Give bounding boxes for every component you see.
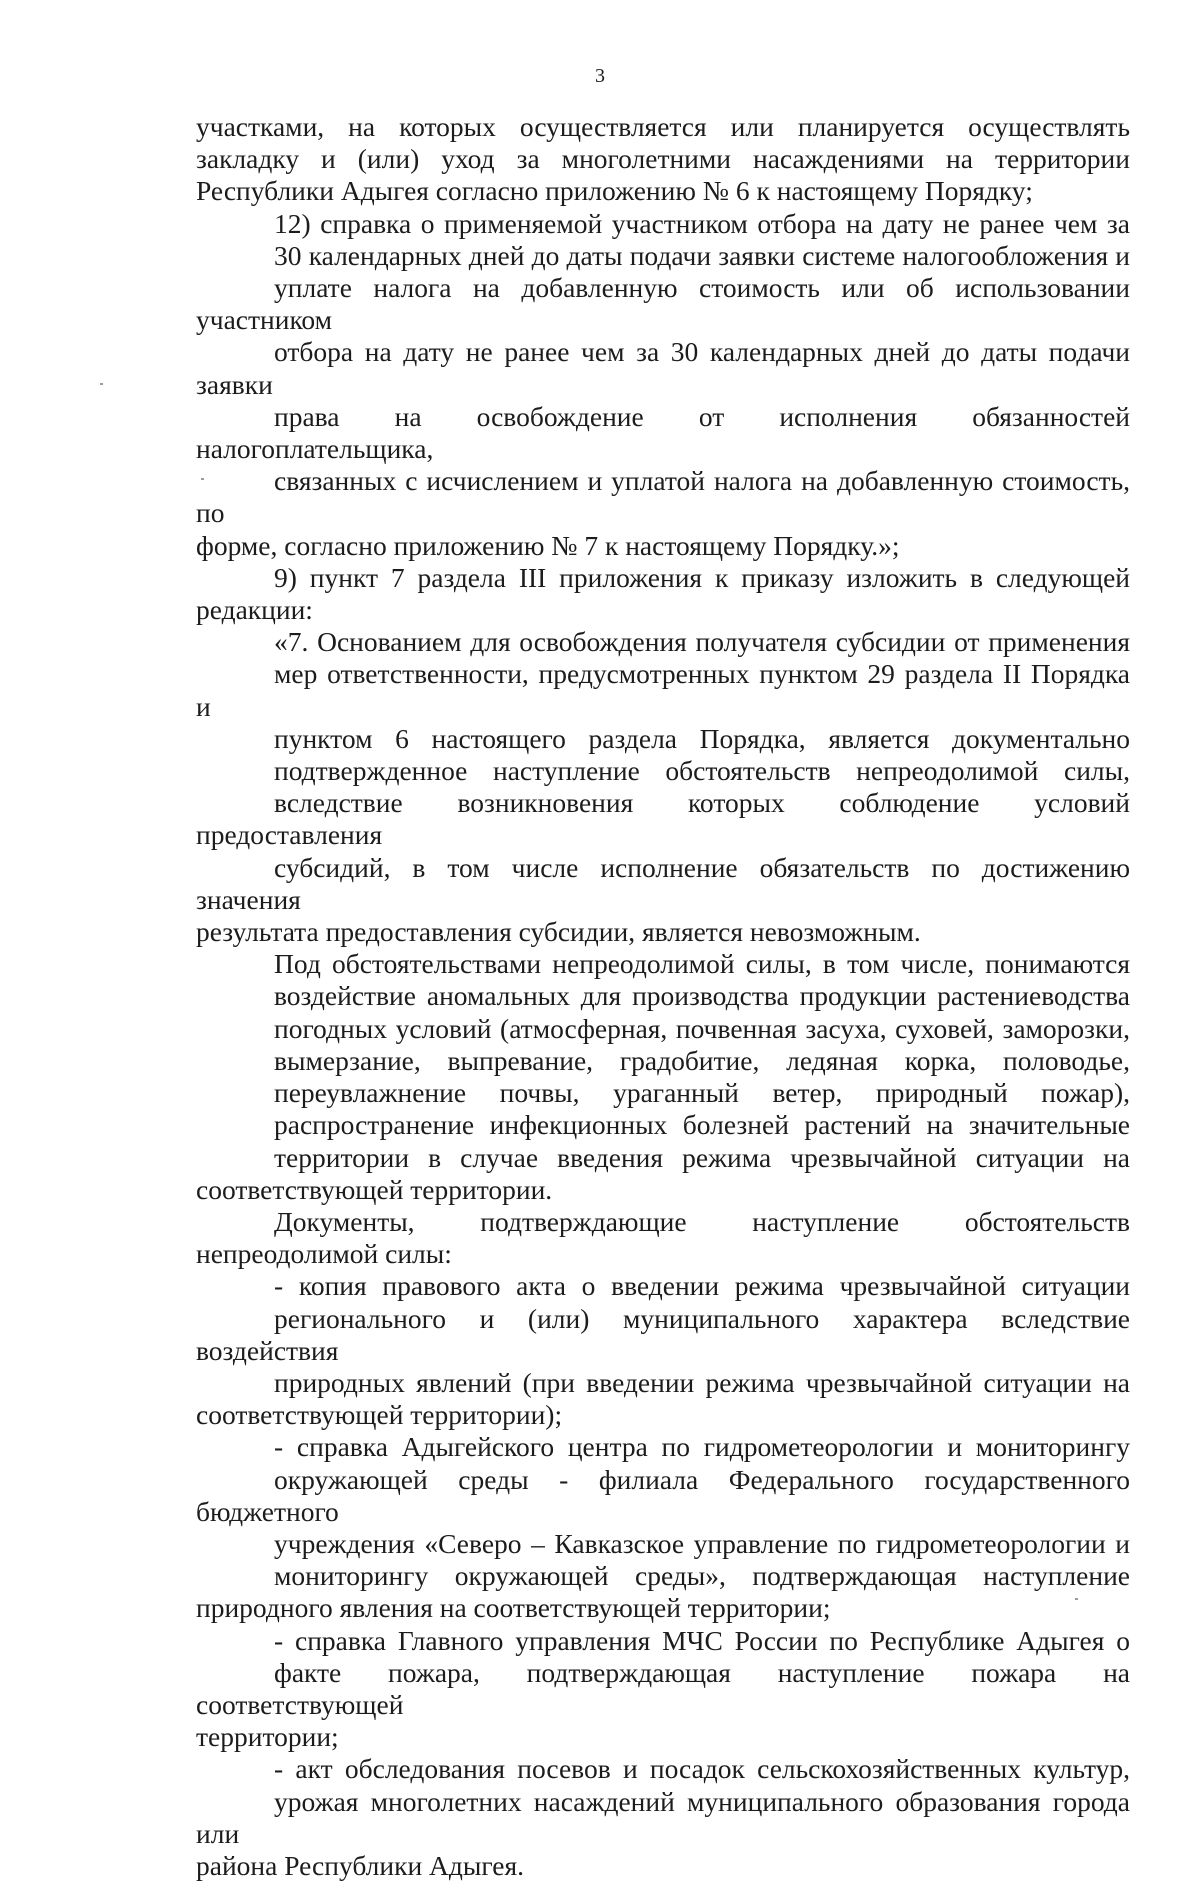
text-line: права на освобождение от исполнения обязанностей налогоплательщика, bbox=[196, 400, 1130, 465]
text-line-last: соответствующей территории); bbox=[196, 1399, 563, 1431]
text-line: вследствие возникновения которых соблюдение условий предоставления bbox=[196, 787, 1130, 851]
text-line: связанных с исчислением и уплатой налога на добавленную стоимость, по bbox=[196, 465, 1130, 529]
text-line: воздействие аномальных для производства продукции растениеводства bbox=[274, 980, 1130, 1012]
text-line: урожая многолетних насаждений муниципального образования города или bbox=[196, 1785, 1130, 1849]
text-line-last: форме, согласно приложению № 7 к настоящему Порядку.»; bbox=[196, 529, 900, 561]
text-line: вымерзание, выпревание, градобитие, ледяная корка, половодье, bbox=[274, 1044, 1130, 1076]
text-line: регионального и (или) муниципального характера вследствие воздействия bbox=[196, 1302, 1130, 1366]
margin-speck bbox=[100, 383, 103, 385]
list-item-inspection-act bbox=[196, 1753, 1130, 1882]
margin-speck bbox=[201, 478, 204, 480]
text-line-last: территории; bbox=[196, 1721, 339, 1753]
paragraph-continuation bbox=[196, 111, 1130, 208]
text-line: - справка Адыгейского центра по гидрометеорологии и мониторингу bbox=[274, 1431, 1130, 1463]
text-line: переувлажнение почвы, ураганный ветер, природный пожар), bbox=[274, 1077, 1130, 1109]
text-line: уплате налога на добавленную стоимость или об использовании участником bbox=[196, 272, 1130, 336]
text-line-last: результата предоставления субсидии, является невозможным. bbox=[196, 916, 921, 948]
paragraph-point-7 bbox=[196, 626, 1130, 948]
text-line: подтвержденное наступление обстоятельств непреодолимой силы, bbox=[274, 755, 1130, 787]
text-line-last: Республики Адыгея согласно приложению № 6 к настоящему Порядку; bbox=[196, 175, 1033, 207]
text-line: Документы, подтверждающие наступление обстоятельств bbox=[274, 1205, 1130, 1237]
text-line: факте пожара, подтверждающая наступление пожара на соответствующей bbox=[196, 1656, 1130, 1720]
text-line-last: непреодолимой силы: bbox=[196, 1238, 452, 1270]
text-line: «7. Основанием для освобождения получателя субсидии от применения bbox=[274, 626, 1130, 658]
text-line-last: природного явления на соответствующей территории; bbox=[196, 1592, 831, 1624]
paragraph-documents-heading bbox=[196, 1206, 1130, 1270]
text-line: Под обстоятельствами непреодолимой силы, в том числе, понимаются bbox=[274, 948, 1130, 980]
text-line: природных явлений (при введении режима чрезвычайной ситуации на bbox=[274, 1366, 1130, 1398]
text-line: 9) пункт 7 раздела III приложения к приказу изложить в следующей bbox=[274, 561, 1130, 593]
text-line: 12) справка о применяемой участником отбора на дату не ранее чем за bbox=[274, 207, 1130, 239]
text-line: участками, на которых осуществляется или планируется осуществлять bbox=[196, 111, 1130, 142]
list-item-hydromet-certificate bbox=[196, 1431, 1130, 1624]
list-item-legal-act bbox=[196, 1270, 1130, 1431]
page-number: 3 bbox=[595, 65, 605, 87]
text-line: отбора на дату не ранее чем за 30 календарных дней до даты подачи заявки bbox=[196, 336, 1130, 400]
text-line: закладку и (или) уход за многолетними насаждениями на территории bbox=[196, 143, 1130, 175]
text-line: - акт обследования посевов и посадок сельскохозяйственных культур, bbox=[274, 1753, 1130, 1785]
text-line: учреждения «Северо – Кавказское управление по гидрометеорологии и bbox=[274, 1527, 1130, 1559]
text-line-last: района Республики Адыгея. bbox=[196, 1849, 525, 1881]
text-line: распространение инфекционных болезней растений на значительные bbox=[274, 1109, 1130, 1141]
text-line: субсидий, в том числе исполнение обязательств по достижению значения bbox=[196, 851, 1130, 915]
list-item-emergency-certificate bbox=[196, 1625, 1130, 1754]
text-line: территории в случае введения режима чрезвычайной ситуации на bbox=[274, 1141, 1130, 1173]
paragraph-force-majeure bbox=[196, 948, 1130, 1206]
text-line: окружающей среды - филиала Федерального государственного бюджетного bbox=[196, 1463, 1130, 1527]
text-line: 30 календарных дней до даты подачи заявки системе налогообложения и bbox=[274, 239, 1130, 271]
text-line: - копия правового акта о введении режима чрезвычайной ситуации bbox=[274, 1270, 1130, 1302]
paragraph-item-9 bbox=[196, 562, 1130, 626]
document-body bbox=[196, 111, 1130, 1882]
paragraph-item-12 bbox=[196, 208, 1130, 562]
margin-speck bbox=[1075, 1598, 1078, 1600]
text-line-last: соответствующей территории. bbox=[196, 1173, 553, 1205]
text-line-last: редакции: bbox=[196, 594, 313, 626]
text-line: погодных условий (атмосферная, почвенная засуха, суховей, заморозки, bbox=[274, 1012, 1130, 1044]
text-line: мер ответственности, предусмотренных пунктом 29 раздела II Порядка и bbox=[196, 658, 1130, 722]
text-line: мониторингу окружающей среды», подтверждающая наступление bbox=[274, 1560, 1130, 1592]
text-line: пунктом 6 настоящего раздела Порядка, является документально bbox=[274, 722, 1130, 754]
text-line: - справка Главного управления МЧС России по Республике Адыгея о bbox=[274, 1624, 1130, 1656]
